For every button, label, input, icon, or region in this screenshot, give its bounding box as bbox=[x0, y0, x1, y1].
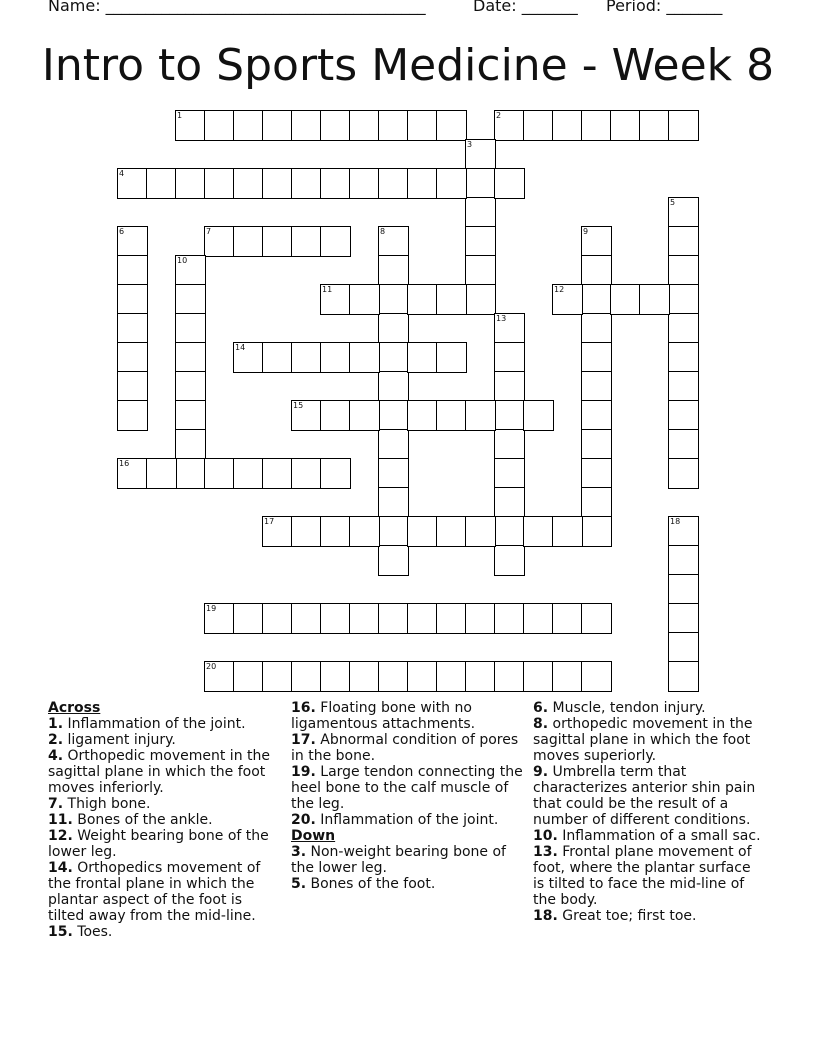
grid-cell[interactable] bbox=[494, 168, 525, 199]
grid-cell[interactable] bbox=[320, 516, 351, 547]
clue-item-number: 17. bbox=[291, 732, 316, 748]
grid-cell[interactable] bbox=[204, 661, 235, 692]
grid-cell[interactable] bbox=[378, 400, 409, 431]
clue-item bbox=[48, 748, 280, 796]
clue-item bbox=[533, 764, 765, 828]
grid-cell[interactable] bbox=[146, 458, 177, 489]
grid-cell[interactable] bbox=[233, 110, 264, 141]
grid-cell[interactable] bbox=[581, 313, 612, 344]
grid-cell[interactable] bbox=[291, 342, 322, 373]
grid-cell[interactable] bbox=[262, 458, 293, 489]
grid-cell[interactable] bbox=[581, 400, 612, 431]
clue-number: 11 bbox=[322, 285, 333, 294]
grid-cell[interactable] bbox=[117, 168, 148, 199]
grid-cell[interactable] bbox=[378, 516, 409, 547]
clue-item-number: 20. bbox=[291, 812, 316, 828]
clue-item bbox=[291, 812, 523, 828]
grid-cell[interactable] bbox=[378, 661, 409, 692]
clue-item-number: 2. bbox=[48, 732, 64, 748]
grid-cell[interactable] bbox=[552, 603, 583, 634]
grid-cell[interactable] bbox=[175, 168, 206, 199]
grid-cell[interactable] bbox=[668, 284, 699, 315]
clue-number: 5 bbox=[670, 198, 676, 207]
grid-cell[interactable] bbox=[233, 458, 264, 489]
grid-cell[interactable] bbox=[175, 400, 206, 431]
grid-cell[interactable] bbox=[668, 603, 699, 634]
grid-cell[interactable] bbox=[668, 458, 699, 489]
clue-number: 10 bbox=[177, 256, 188, 265]
clue-number: 12 bbox=[554, 285, 565, 294]
grid-cell[interactable] bbox=[378, 603, 409, 634]
clue-item-number: 16. bbox=[291, 700, 316, 716]
grid-cell[interactable] bbox=[262, 661, 293, 692]
grid-cell[interactable] bbox=[291, 516, 322, 547]
clue-item bbox=[48, 828, 280, 860]
name-field[interactable]: Name: ________________________________________ bbox=[48, 0, 426, 15]
grid-cell[interactable] bbox=[436, 516, 467, 547]
grid-cell[interactable] bbox=[407, 110, 438, 141]
grid-cell[interactable] bbox=[378, 342, 409, 373]
grid-cell[interactable] bbox=[204, 603, 235, 634]
grid-cell[interactable] bbox=[668, 371, 699, 402]
grid-cell[interactable] bbox=[204, 168, 235, 199]
grid-cell[interactable] bbox=[117, 226, 148, 257]
grid-cell[interactable] bbox=[523, 516, 554, 547]
grid-cell[interactable] bbox=[407, 400, 438, 431]
grid-cell[interactable] bbox=[581, 603, 612, 634]
grid-cell[interactable] bbox=[494, 458, 525, 489]
grid-cell[interactable] bbox=[668, 545, 699, 576]
clue-item bbox=[291, 732, 523, 764]
grid-cell[interactable] bbox=[320, 226, 351, 257]
grid-cell[interactable] bbox=[552, 110, 583, 141]
clues-column-1 bbox=[48, 700, 280, 940]
clue-item-number: 3. bbox=[291, 844, 307, 860]
grid-cell[interactable] bbox=[378, 487, 409, 518]
grid-cell[interactable] bbox=[465, 255, 496, 286]
clue-number: 18 bbox=[670, 517, 681, 526]
clue-item bbox=[291, 764, 523, 812]
clue-number: 15 bbox=[293, 401, 304, 410]
grid-cell[interactable] bbox=[465, 661, 496, 692]
clue-item-text: Thigh bone. bbox=[67, 796, 151, 812]
grid-cell[interactable] bbox=[581, 487, 612, 518]
clue-number: 6 bbox=[119, 227, 125, 236]
clue-item-text: orthopedic movement in the sagittal plane in which the foot moves superiorly. bbox=[533, 716, 753, 764]
clue-item bbox=[48, 796, 280, 812]
clue-item-number: 11. bbox=[48, 812, 73, 828]
grid-cell[interactable] bbox=[494, 429, 525, 460]
grid-cell[interactable] bbox=[378, 255, 409, 286]
grid-cell[interactable] bbox=[668, 661, 699, 692]
grid-cell[interactable] bbox=[668, 429, 699, 460]
grid-cell[interactable] bbox=[175, 110, 206, 141]
grid-cell[interactable] bbox=[552, 516, 583, 547]
clue-item bbox=[533, 844, 765, 908]
grid-cell[interactable] bbox=[436, 661, 467, 692]
grid-cell[interactable] bbox=[349, 516, 380, 547]
clue-item-text: Toes. bbox=[77, 924, 113, 940]
grid-cell[interactable] bbox=[291, 400, 322, 431]
grid-cell[interactable] bbox=[494, 110, 525, 141]
grid-cell[interactable] bbox=[581, 516, 612, 547]
grid-cell[interactable] bbox=[407, 603, 438, 634]
grid-cell[interactable] bbox=[494, 661, 525, 692]
grid-cell[interactable] bbox=[262, 168, 293, 199]
grid-cell[interactable] bbox=[407, 168, 438, 199]
grid-cell[interactable] bbox=[117, 313, 148, 344]
grid-cell[interactable] bbox=[117, 400, 148, 431]
grid-cell[interactable] bbox=[117, 458, 148, 489]
clue-item bbox=[48, 732, 280, 748]
grid-cell[interactable] bbox=[349, 342, 380, 373]
clue-item-number: 8. bbox=[533, 716, 549, 732]
grid-cell[interactable] bbox=[233, 226, 264, 257]
clue-item-number: 19. bbox=[291, 764, 316, 780]
clue-item-text: Inflammation of a small sac. bbox=[562, 828, 761, 844]
grid-cell[interactable] bbox=[117, 284, 148, 315]
grid-cell[interactable] bbox=[668, 197, 699, 228]
clue-item-number: 4. bbox=[48, 748, 64, 764]
grid-cell[interactable] bbox=[262, 110, 293, 141]
page-title: Intro to Sports Medicine - Week 8 bbox=[41, 40, 775, 91]
grid-cell[interactable] bbox=[581, 661, 612, 692]
grid-cell[interactable] bbox=[407, 516, 438, 547]
grid-cell[interactable] bbox=[581, 458, 612, 489]
grid-cell[interactable] bbox=[204, 458, 235, 489]
grid-cell[interactable] bbox=[349, 110, 380, 141]
clue-item bbox=[533, 716, 765, 764]
clue-number: 7 bbox=[206, 227, 212, 236]
grid-cell[interactable] bbox=[175, 284, 206, 315]
grid-cell[interactable] bbox=[146, 168, 177, 199]
clue-item-text: Abnormal condition of pores in the bone. bbox=[291, 732, 519, 764]
grid-cell[interactable] bbox=[378, 545, 409, 576]
grid-cell[interactable] bbox=[291, 168, 322, 199]
grid-cell[interactable] bbox=[320, 342, 351, 373]
grid-cell[interactable] bbox=[175, 429, 206, 460]
grid-cell[interactable] bbox=[349, 168, 380, 199]
grid-cell[interactable] bbox=[494, 371, 525, 402]
clue-item-text: Floating bone with no ligamentous attachments. bbox=[291, 700, 476, 732]
clue-item-number: 13. bbox=[533, 844, 558, 860]
grid-cell[interactable] bbox=[378, 110, 409, 141]
grid-cell[interactable] bbox=[349, 603, 380, 634]
clue-item-number: 10. bbox=[533, 828, 558, 844]
grid-cell[interactable] bbox=[175, 255, 206, 286]
grid-cell[interactable] bbox=[204, 226, 235, 257]
grid-cell[interactable] bbox=[320, 603, 351, 634]
date-field[interactable]: Date: _______ bbox=[473, 0, 578, 15]
clue-item bbox=[291, 844, 523, 876]
grid-cell[interactable] bbox=[465, 197, 496, 228]
grid-cell[interactable] bbox=[175, 371, 206, 402]
clue-number: 17 bbox=[264, 517, 275, 526]
grid-cell[interactable] bbox=[378, 284, 409, 315]
grid-cell[interactable] bbox=[523, 603, 554, 634]
grid-cell[interactable] bbox=[262, 516, 293, 547]
clue-item-text: Orthopedics movement of the frontal plane in which the plantar aspect of the foot is tilted away from the mid-line. bbox=[48, 860, 261, 924]
grid-cell[interactable] bbox=[175, 313, 206, 344]
grid-cell[interactable] bbox=[465, 168, 496, 199]
grid-cell[interactable] bbox=[668, 342, 699, 373]
grid-cell[interactable] bbox=[639, 284, 670, 315]
grid-cell[interactable] bbox=[320, 400, 351, 431]
grid-cell[interactable] bbox=[262, 603, 293, 634]
grid-cell[interactable] bbox=[523, 400, 554, 431]
grid-cell[interactable] bbox=[117, 371, 148, 402]
grid-cell[interactable] bbox=[465, 603, 496, 634]
grid-cell[interactable] bbox=[378, 226, 409, 257]
grid-cell[interactable] bbox=[378, 313, 409, 344]
grid-cell[interactable] bbox=[175, 342, 206, 373]
grid-cell[interactable] bbox=[668, 516, 699, 547]
grid-cell[interactable] bbox=[465, 400, 496, 431]
grid-cell[interactable] bbox=[494, 342, 525, 373]
grid-cell[interactable] bbox=[668, 400, 699, 431]
grid-cell[interactable] bbox=[581, 429, 612, 460]
clues-column-3 bbox=[533, 700, 765, 924]
grid-cell[interactable] bbox=[581, 371, 612, 402]
clue-item-text: Inflammation of the joint. bbox=[320, 812, 499, 828]
grid-cell[interactable] bbox=[349, 661, 380, 692]
grid-cell[interactable] bbox=[552, 284, 583, 315]
grid-cell[interactable] bbox=[291, 110, 322, 141]
clue-item bbox=[533, 700, 765, 716]
grid-cell[interactable] bbox=[610, 110, 641, 141]
clue-item-text: Muscle, tendon injury. bbox=[552, 700, 706, 716]
grid-cell[interactable] bbox=[320, 110, 351, 141]
clue-item-text: Umbrella term that characterizes anterior shin pain that could be the result of a number of different conditions. bbox=[533, 764, 756, 828]
clue-number: 4 bbox=[119, 169, 125, 178]
down-heading: Down bbox=[291, 828, 336, 844]
clue-item bbox=[291, 876, 523, 892]
grid-cell[interactable] bbox=[378, 458, 409, 489]
clue-item bbox=[291, 700, 523, 732]
clue-item bbox=[533, 828, 765, 844]
grid-cell[interactable] bbox=[378, 168, 409, 199]
grid-cell[interactable] bbox=[291, 603, 322, 634]
grid-cell[interactable] bbox=[320, 284, 351, 315]
grid-cell[interactable] bbox=[552, 661, 583, 692]
clue-number: 16 bbox=[119, 459, 130, 468]
clue-item-number: 7. bbox=[48, 796, 64, 812]
grid-cell[interactable] bbox=[465, 226, 496, 257]
grid-cell[interactable] bbox=[639, 110, 670, 141]
grid-cell[interactable] bbox=[436, 284, 467, 315]
grid-cell[interactable] bbox=[436, 400, 467, 431]
clue-item-number: 14. bbox=[48, 860, 73, 876]
grid-cell[interactable] bbox=[349, 284, 380, 315]
clues-column-2 bbox=[291, 700, 523, 892]
clue-item bbox=[48, 860, 280, 924]
grid-cell[interactable] bbox=[291, 226, 322, 257]
grid-cell[interactable] bbox=[407, 661, 438, 692]
grid-cell[interactable] bbox=[494, 400, 525, 431]
grid-cell[interactable] bbox=[175, 458, 206, 489]
grid-cell[interactable] bbox=[494, 545, 525, 576]
across-heading: Across bbox=[48, 700, 101, 716]
clue-item-text: Non-weight bearing bone of the lower leg. bbox=[291, 844, 506, 876]
clue-number: 20 bbox=[206, 662, 217, 671]
grid-cell[interactable] bbox=[465, 284, 496, 315]
clue-item-number: 15. bbox=[48, 924, 73, 940]
grid-cell[interactable] bbox=[581, 342, 612, 373]
grid-cell[interactable] bbox=[436, 342, 467, 373]
grid-cell[interactable] bbox=[436, 110, 467, 141]
grid-cell[interactable] bbox=[378, 429, 409, 460]
clue-item-text: Orthopedic movement in the sagittal plane in which the foot moves inferiorly. bbox=[48, 748, 270, 796]
clue-number: 19 bbox=[206, 604, 217, 613]
clue-item-text: Large tendon connecting the heel bone to the calf muscle of the leg. bbox=[291, 764, 523, 812]
clue-number: 2 bbox=[496, 111, 502, 120]
grid-cell[interactable] bbox=[494, 313, 525, 344]
grid-cell[interactable] bbox=[494, 603, 525, 634]
grid-cell[interactable] bbox=[668, 313, 699, 344]
grid-cell[interactable] bbox=[465, 516, 496, 547]
grid-cell[interactable] bbox=[117, 342, 148, 373]
clue-number: 9 bbox=[583, 227, 589, 236]
grid-cell[interactable] bbox=[233, 661, 264, 692]
period-field[interactable]: Period: _______ bbox=[606, 0, 723, 15]
grid-cell[interactable] bbox=[668, 255, 699, 286]
clue-item-number: 1. bbox=[48, 716, 64, 732]
grid-cell[interactable] bbox=[668, 110, 699, 141]
clue-item-number: 6. bbox=[533, 700, 549, 716]
clue-item-text: ligament injury. bbox=[67, 732, 176, 748]
clue-item-text: Bones of the foot. bbox=[310, 876, 436, 892]
clue-number: 8 bbox=[380, 227, 386, 236]
grid-cell[interactable] bbox=[291, 661, 322, 692]
clue-number: 14 bbox=[235, 343, 246, 352]
grid-cell[interactable] bbox=[523, 110, 554, 141]
clue-item bbox=[48, 716, 280, 732]
grid-cell[interactable] bbox=[407, 342, 438, 373]
grid-cell[interactable] bbox=[117, 255, 148, 286]
grid-cell[interactable] bbox=[378, 371, 409, 402]
clue-item-number: 9. bbox=[533, 764, 549, 780]
clue-item bbox=[533, 908, 765, 924]
clue-number: 1 bbox=[177, 111, 183, 120]
grid-cell[interactable] bbox=[668, 632, 699, 663]
grid-cell[interactable] bbox=[349, 400, 380, 431]
grid-cell[interactable] bbox=[668, 574, 699, 605]
grid-cell[interactable] bbox=[523, 661, 554, 692]
clue-item bbox=[48, 812, 280, 828]
grid-cell[interactable] bbox=[581, 110, 612, 141]
grid-cell[interactable] bbox=[668, 226, 699, 257]
grid-cell[interactable] bbox=[610, 284, 641, 315]
grid-cell[interactable] bbox=[233, 168, 264, 199]
grid-cell[interactable] bbox=[320, 661, 351, 692]
grid-cell[interactable] bbox=[581, 226, 612, 257]
grid-cell[interactable] bbox=[465, 139, 496, 170]
grid-cell[interactable] bbox=[436, 168, 467, 199]
grid-cell[interactable] bbox=[262, 342, 293, 373]
grid-cell[interactable] bbox=[233, 603, 264, 634]
grid-cell[interactable] bbox=[262, 226, 293, 257]
grid-cell[interactable] bbox=[581, 255, 612, 286]
grid-cell[interactable] bbox=[291, 458, 322, 489]
grid-cell[interactable] bbox=[233, 342, 264, 373]
clue-item-text: Inflammation of the joint. bbox=[67, 716, 246, 732]
clue-item bbox=[48, 924, 280, 940]
grid-cell[interactable] bbox=[320, 458, 351, 489]
clue-item-number: 5. bbox=[291, 876, 307, 892]
grid-cell[interactable] bbox=[320, 168, 351, 199]
grid-cell[interactable] bbox=[494, 487, 525, 518]
grid-cell[interactable] bbox=[204, 110, 235, 141]
clue-item-number: 12. bbox=[48, 828, 73, 844]
clue-number: 13 bbox=[496, 314, 507, 323]
clue-item-number: 18. bbox=[533, 908, 558, 924]
clue-item-text: Frontal plane movement of foot, where the plantar surface is tilted to face the mid-line of the body. bbox=[533, 844, 752, 908]
clue-item-text: Great toe; first toe. bbox=[562, 908, 697, 924]
grid-cell[interactable] bbox=[407, 284, 438, 315]
clue-number: 3 bbox=[467, 140, 473, 149]
clue-item-text: Bones of the ankle. bbox=[77, 812, 213, 828]
grid-cell[interactable] bbox=[436, 603, 467, 634]
clue-item-text: Weight bearing bone of the lower leg. bbox=[48, 828, 269, 860]
grid-cell[interactable] bbox=[581, 284, 612, 315]
grid-cell[interactable] bbox=[494, 516, 525, 547]
